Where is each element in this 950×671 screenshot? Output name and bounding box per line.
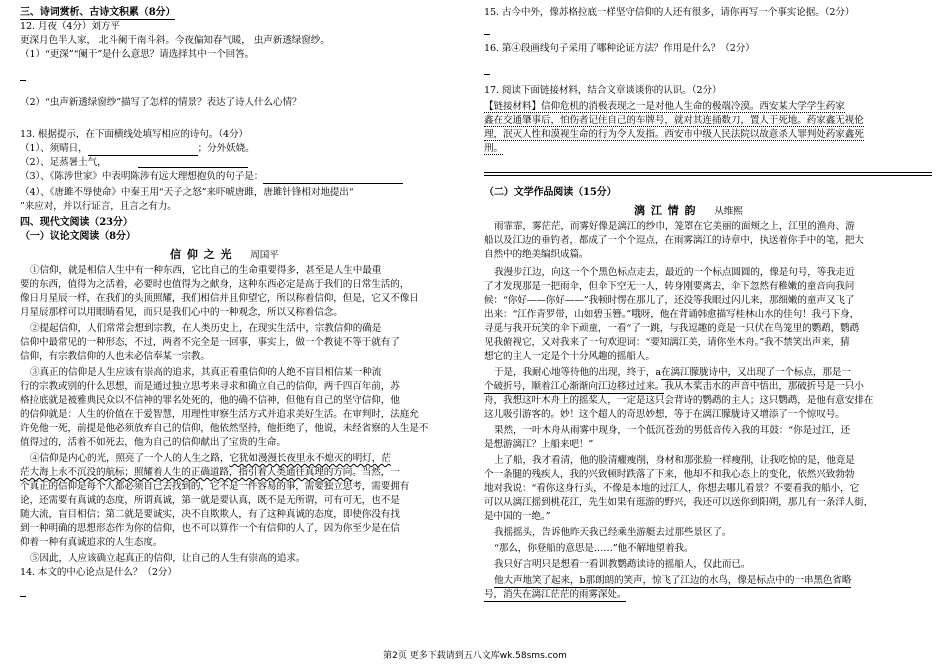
article-author: 周国平 [250, 250, 279, 261]
story-line: 舟，我想这叶木舟上的摇桨人，一定是这只会背诗的鹦鹉的主人；这只鹦鹉，是他有意安排在 [484, 395, 874, 406]
q13-1 [20, 142, 255, 156]
link-material-line: 理，泯灭人性和漠视生命的行为令人发指。西安市中级人民法院以故意杀人罪判处药家鑫死 [484, 129, 864, 140]
q12-title: 12. 月夜（4分）刘方平 [20, 21, 120, 32]
story-u1-prefix: 于是，我耐心地等待他的出现，终于，a [494, 367, 662, 378]
q12-2: （2）“虫声新透绿窗纱”描写了怎样的情景？表达了诗人什么心情？ [20, 97, 302, 108]
q13-4a: （4）、《唐雎不辱使命》中秦王用“天子之怒”来吓唬唐雎，唐雎针锋相对地提出“ [20, 187, 354, 198]
p4-line: 随大流，盲目相信；第二就是要诚实，决不自欺欺人，有了这种真诚的态度，即使你没有找 [20, 509, 400, 520]
answer-line[interactable] [20, 596, 26, 597]
story-line: 地对我说：“看你这身行头，不像是本地的过江人，你想去哪儿看景？不要看我的船小，它 [484, 483, 860, 494]
story-line: 个一条腿的残疾人，我的兴致顿时跌落了下来，他却不和我心态上的变化，依然兴致勃勃 [484, 469, 855, 480]
p4-underlined-1: 它犹如漫漫长夜里永不熄灭的明灯，茫 [229, 453, 391, 464]
story-line: 可以从漓江摇到桃花江，先生如果有逛游的野兴，我还可以送你到阳朔，那儿有一条洋人街， [484, 497, 874, 508]
q17: 17. 阅读下面链接材料，结合文章谈谈你的认识。（2分） [484, 85, 722, 96]
q13-1-suffix: ；分外妖娆。 [197, 143, 255, 154]
q16: 16. 第④段画线句子采用了哪种论证方法？作用是什么？（2分） [484, 43, 755, 54]
story-line: 想它的主人一定是个十分风趣的摇船人。 [484, 351, 655, 362]
p4-start: ④信仰是内心的光，照亮了一个人的人生之路， [30, 453, 230, 464]
p3-line: 行的宗教或别的什么思想，而是通过独立思考来寻求和确立自己的信仰，两千四百年前，苏 [20, 381, 400, 392]
q13-2-blank[interactable] [138, 167, 248, 168]
story-line: 是中国的一绝。” [484, 511, 551, 522]
answer-line[interactable] [20, 80, 26, 81]
story-u1-underlined: 在漓江朦胧诗中，又出现了一个标点，那是一 [661, 367, 851, 378]
story-line: 自然中的绝美编织成篇。 [484, 249, 589, 260]
p4-line-2 [20, 466, 400, 479]
story-line: 船以及江边的垂钓者，都成了一个个逗点，在雨雾漓江的诗章中，执送着你手中的笔，把大 [484, 235, 864, 246]
q13: 13. 根据提示，在下面横线处填写相应的诗句。（4分） [20, 129, 248, 140]
story-u1-underlined-2: 个破折号，顺着江心渐渐向江边移过过来。 [484, 381, 665, 392]
story-line: 见我俯视它，又对我来了一句欢迎词：“要知漓江美，请你坐木舟。”我不禁笑出声来，猜 [484, 337, 850, 348]
p2-line: 信仰中最常见的一种形态，不过，两者不完全是一回事，事实上，做一个教徒不等于就有了 [20, 337, 400, 348]
article-heading [170, 248, 279, 262]
story-line: 出来：“江作青罗带，山如碧玉簪。”哦呀，他在背诵韩愈描写桂林山水的佳句！我弓下身， [484, 309, 860, 320]
q13-1-prefix: （1）、须晴日， [20, 143, 88, 154]
story-underlined-line: 号，消失在漓江茫茫的雨雾深处。 [484, 589, 627, 600]
link-material-line: 【链接材料】信仰危机的消极表现之一是对他人生命的极端冷漠。西安某大学学生药家 [484, 101, 845, 112]
story-underlined-line-2 [484, 380, 864, 394]
page-footer: 第2页 更多下载请到五八文库wk.58sms.com [383, 651, 567, 661]
p1-line: ①信仰，就是相信人生中有一种东西，它比自己的生命重要得多，甚至是人生中最重 [30, 265, 382, 276]
section-4-2-heading: （二）文学作品阅读（15分） [484, 187, 617, 198]
p2-line: ②提起信仰，人们常常会想到宗教，在人类历史上，在现实生活中，宗教信仰的确是 [30, 323, 382, 334]
p4-line: 仰着一种有真诚追求的人生态度。 [20, 537, 163, 548]
story-heading [634, 204, 743, 218]
story-underlined-line-1 [494, 366, 851, 380]
story-line: “那么，你登船的意思是……”他不解地望着我。 [494, 543, 694, 554]
story-u1-suffix: 我从木桨击水的声音中悟出，那破折号是一只小 [664, 381, 864, 392]
q13-4b: ”来应对，并以行证言，且言之有力。 [20, 201, 177, 212]
p4-line: 到一种明确的思想形态作为你的信仰，也不可以算作一个有信仰的人了，因为你至少是在信 [20, 523, 400, 534]
q13-3-blank[interactable] [263, 170, 403, 184]
q13-1-blank[interactable] [88, 142, 198, 156]
p3-line: 的信仰就是：人生的价值在于爱智慧，用理性审察生活方式并追求美好生活。在审判时，法庭允 [20, 409, 419, 420]
story-line: 寻觅与我开玩笑的伞下顽童，一看“了一跳，与我逗趣的竟是一只伏在鸟笼里的鹦鹉，鹦鹉 [484, 323, 860, 334]
p4-underlined-2: 茫大海上永不沉没的航标；照耀着人生的正确道路，指引着人类通往真理的方向 [20, 467, 353, 478]
poem-line: 更深月色半人家， 北斗阑干南斗斜。今夜偏知春气暖， 虫声新透绿窗纱。 [20, 35, 330, 46]
p4-line: 个真正的信仰是每个人都必须自己去找到的，它不是一件容易的事，需要独立思考，需要拥有 [20, 481, 410, 492]
p4-line-1 [30, 452, 391, 465]
p3-line: 格拉底就是被雅典民众以不信神的罪名处死的，他的确不信神，但他有自己的坚守信仰，他 [20, 395, 400, 406]
p1-line: 像日月星辰一样，在我们的头顶照耀，我们相信并且仰望它，所以称着信仰，但是，它又不像日 [20, 293, 419, 304]
q14: 14. 本文的中心论点是什么？（2分） [20, 567, 177, 578]
answer-line[interactable] [484, 74, 490, 75]
p4-after: 。当然，一 [352, 467, 400, 478]
story-author: 从维熙 [714, 206, 743, 217]
p2-line: 信仰，有宗教信仰的人也未必信奉某一宗教。 [20, 351, 210, 362]
q15: 15. 古今中外，像苏格拉底一样坚守信仰的人还有很多，请你再写一个事实论据。（2分） [484, 7, 855, 18]
article-title: 信 仰 之 光 [170, 248, 233, 261]
link-material-line: 鑫在交通肇事后，怕伤者记住自己的车牌号，就对其连捅数刀，置人于死地。药家鑫无视伦 [484, 115, 864, 126]
q13-3-text: （3）、《陈涉世家》中表明陈涉有远大理想抱负的句子是： [20, 171, 264, 182]
story-title: 漓 江 情 韵 [634, 204, 697, 217]
link-material-line: 刑。 [484, 143, 503, 154]
section-4-heading: 四、现代文阅读（23分） [20, 217, 133, 228]
answer-line[interactable] [484, 34, 490, 35]
p5-line: ⑤因此，人应该确立起真正的信仰，让自己的人生有崇高的追求。 [30, 553, 306, 564]
story-line: 上了船，我才看清，他的脸清癯瘦削，身材和那张脸一样瘦削，让我吃惊的是，他竟是 [494, 455, 855, 466]
story-line: 这儿吸引游客的。妙！这个超人的奇思妙想，等于在漓江朦胧诗又增添了一个惊叹号。 [484, 409, 845, 420]
section-3-heading: 三、诗词赏析、古诗文积累（8分） [20, 7, 176, 18]
q13-3 [20, 170, 403, 184]
story-underlined-line: 他大声地笑了起来，b那朗朗的笑声，惊飞了江边的水鸟，像是标点中的一串黑色省略 [494, 575, 852, 586]
story-line: 候：“你好——你好——”我顿时愣在那儿了，还没等我眼过闪儿来，那细嫩的童声又飞了 [484, 295, 855, 306]
answer-box-line[interactable] [484, 172, 932, 176]
p3-line: 值得过的，活着不如死去，他为自己的信仰献出了宝贵的生命。 [20, 437, 286, 448]
story-line: 是想游漓江？上船来吧！” [484, 439, 594, 450]
section-4-1-heading: （一）议论文阅读（8分） [20, 231, 136, 242]
p4-line: 论，还需要有真诚的态度，所谓真诚，第一就是要认真，既不是无所谓，可有可无，也不是 [20, 495, 400, 506]
story-line: 雨霏霏，雾茫茫，而雾好像是漓江的纱巾，笼罩在它美丽的面颊之上，江里的渔舟、游 [494, 221, 855, 232]
story-line: 我只好言明只是想看一看训教鹦鹉读诗的摇船人，仅此而已。 [494, 559, 751, 570]
story-line: 了才发现那是一把雨伞，但伞下空无一人，转身刚要离去，伞下忽然有稚嫩的童音向我问 [484, 281, 855, 292]
story-line: 我摇摇头，告诉他昨天我已经乘坐游艇去过那些景区了。 [494, 527, 732, 538]
p1-line: 要的东西，值得为之活着，必要时也值得为之献身，这种东西必定是高于我们的日常生活的， [20, 279, 410, 290]
p3-line: 许免他一死，前提是他必须放弃自己的信仰，他依然坚持，他拒绝了，他说，未经省察的人生是不 [20, 423, 429, 434]
p3-line: ③真正的信仰是人生应该有崇高的追求，其真正看重信仰的人绝不盲目相信某一种流 [30, 367, 382, 378]
p1-line: 月星辰那样可以用眼睛看见，而只是我们心中的一种观念，所以又称着信念。 [20, 307, 343, 318]
story-line: 果然，一叶木舟从雨雾中现身，一个低沉苍劲的男低音传入我的耳鼓：“你是过江，还 [494, 425, 851, 436]
q12-1: （1）“更深”“阑干”是什么意思？请选择其中一个回答。 [20, 49, 255, 60]
story-line: 我漫步江边，向这一个个黑色标点走去，最近的一个标点圆圆的，像是句号，等我走近 [494, 267, 855, 278]
q13-2: （2）、足蒸暑土气， [20, 157, 107, 168]
